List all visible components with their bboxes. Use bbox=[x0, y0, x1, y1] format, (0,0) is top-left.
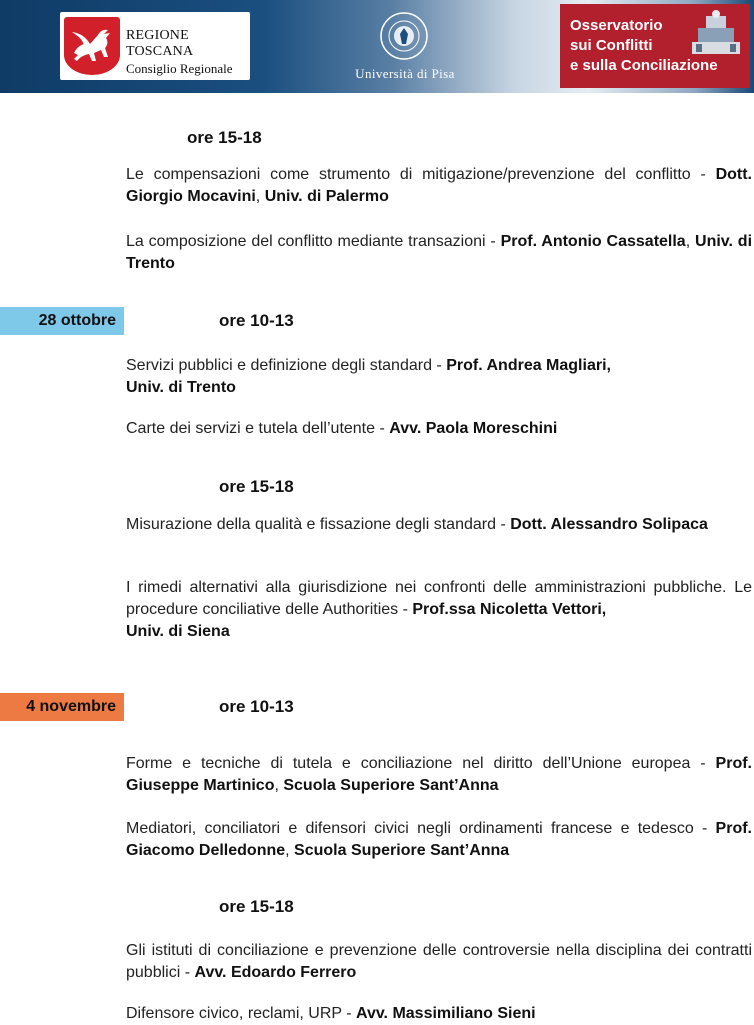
speaker-affiliation: Univ. di Trento bbox=[126, 379, 236, 396]
talk-item: I rimedi alternativi alla giurisdizione nei confronti delle amministrazioni pubbliche. Le procedure conciliative delle Authorities - Prof.ssa Nicoletta Vettori, Univ. di Siena bbox=[126, 579, 752, 640]
speaker-affiliation: Univ. di Siena bbox=[126, 623, 230, 640]
osservatorio-line1: Osservatorio bbox=[570, 17, 663, 34]
speaker-affiliation: Univ. di Palermo bbox=[264, 188, 389, 205]
speaker-affiliation: Scuola Superiore Sant’Anna bbox=[294, 842, 510, 859]
date-badge-4-novembre: 4 novembre bbox=[0, 693, 124, 721]
talk-item: Carte dei servizi e tutela dell’utente - Avv. Paola Moreschini bbox=[126, 420, 558, 437]
speaker-name: Prof. Antonio Cassatella bbox=[500, 233, 686, 250]
osservatorio-logo bbox=[560, 4, 750, 88]
talk-item: Mediatori, conciliatori e difensori civici negli ordinamenti francese e tedesco - Prof. Giacomo Delledonne, Scuola Superiore Sant’Anna bbox=[126, 820, 752, 859]
speaker-name: Dott. Alessandro Solipaca bbox=[510, 516, 708, 533]
osservatorio-line2: sui Conflitti bbox=[570, 37, 653, 54]
regione-toscana-logo bbox=[60, 12, 250, 80]
speaker-name: Avv. Massimiliano Sieni bbox=[355, 1005, 536, 1022]
talk-item: Servizi pubblici e definizione degli standard - Prof. Andrea Magliari, Univ. di Trento bbox=[126, 357, 611, 396]
talk-item: Gli istituti di conciliazione e prevenzione delle controversie nella disciplina dei contratti pubblici - Avv. Edoardo Ferrero bbox=[126, 942, 752, 981]
talk-item: Misurazione della qualità e fissazione degli standard - Dott. Alessandro Solipaca bbox=[126, 516, 708, 533]
osservatorio-line3: e sulla Conciliazione bbox=[570, 57, 718, 74]
time-slot-2: ore 10-13 bbox=[219, 311, 294, 330]
speaker-name: Prof.ssa Nicoletta Vettori, bbox=[412, 601, 607, 618]
speaker-name: Prof. Giacomo Delledonne bbox=[126, 820, 752, 859]
fountain-emblem-icon bbox=[688, 8, 744, 58]
toscana-subtitle: Consiglio Regionale bbox=[126, 61, 233, 76]
talk-item: Forme e tecniche di tutela e conciliazione nel diritto dell’Unione europea - Prof. Giuseppe Martinico, Scuola Superiore Sant’Anna bbox=[126, 755, 752, 794]
time-slot-3: ore 15-18 bbox=[219, 477, 294, 496]
talk-item: Le compensazioni come strumento di mitigazione/prevenzione del conflitto - Dott. Giorgio Mocavini, Univ. di Palermo bbox=[126, 166, 752, 205]
speaker-affiliation: Univ. di Trento bbox=[126, 233, 753, 272]
speaker-affiliation: Scuola Superiore Sant’Anna bbox=[283, 777, 499, 794]
talk-item: Difensore civico, reclami, URP - Avv. Massimiliano Sieni bbox=[126, 1005, 536, 1022]
university-name: Università di Pisa bbox=[355, 66, 455, 81]
speaker-name: Avv. Paola Moreschini bbox=[389, 420, 558, 437]
speaker-name: Dott. Giorgio Mocavini bbox=[126, 166, 752, 205]
speaker-name: Prof. Andrea Magliari, bbox=[446, 357, 611, 374]
speaker-name: Avv. Edoardo Ferrero bbox=[194, 964, 357, 981]
talk-item: La composizione del conflitto mediante transazioni - Prof. Antonio Cassatella, Univ. di Trento bbox=[126, 233, 753, 272]
time-slot-5: ore 15-18 bbox=[219, 897, 294, 916]
pegasus-icon bbox=[64, 17, 120, 75]
header-banner bbox=[0, 0, 754, 93]
university-seal-icon bbox=[379, 11, 429, 61]
date-badge-28-ottobre: 28 ottobre bbox=[0, 307, 124, 335]
toscana-title: REGIONE TOSCANA bbox=[126, 28, 194, 59]
time-slot-4: ore 10-13 bbox=[219, 697, 294, 716]
speaker-name: Prof. Giuseppe Martinico bbox=[126, 755, 752, 794]
time-slot-1: ore 15-18 bbox=[187, 128, 262, 147]
